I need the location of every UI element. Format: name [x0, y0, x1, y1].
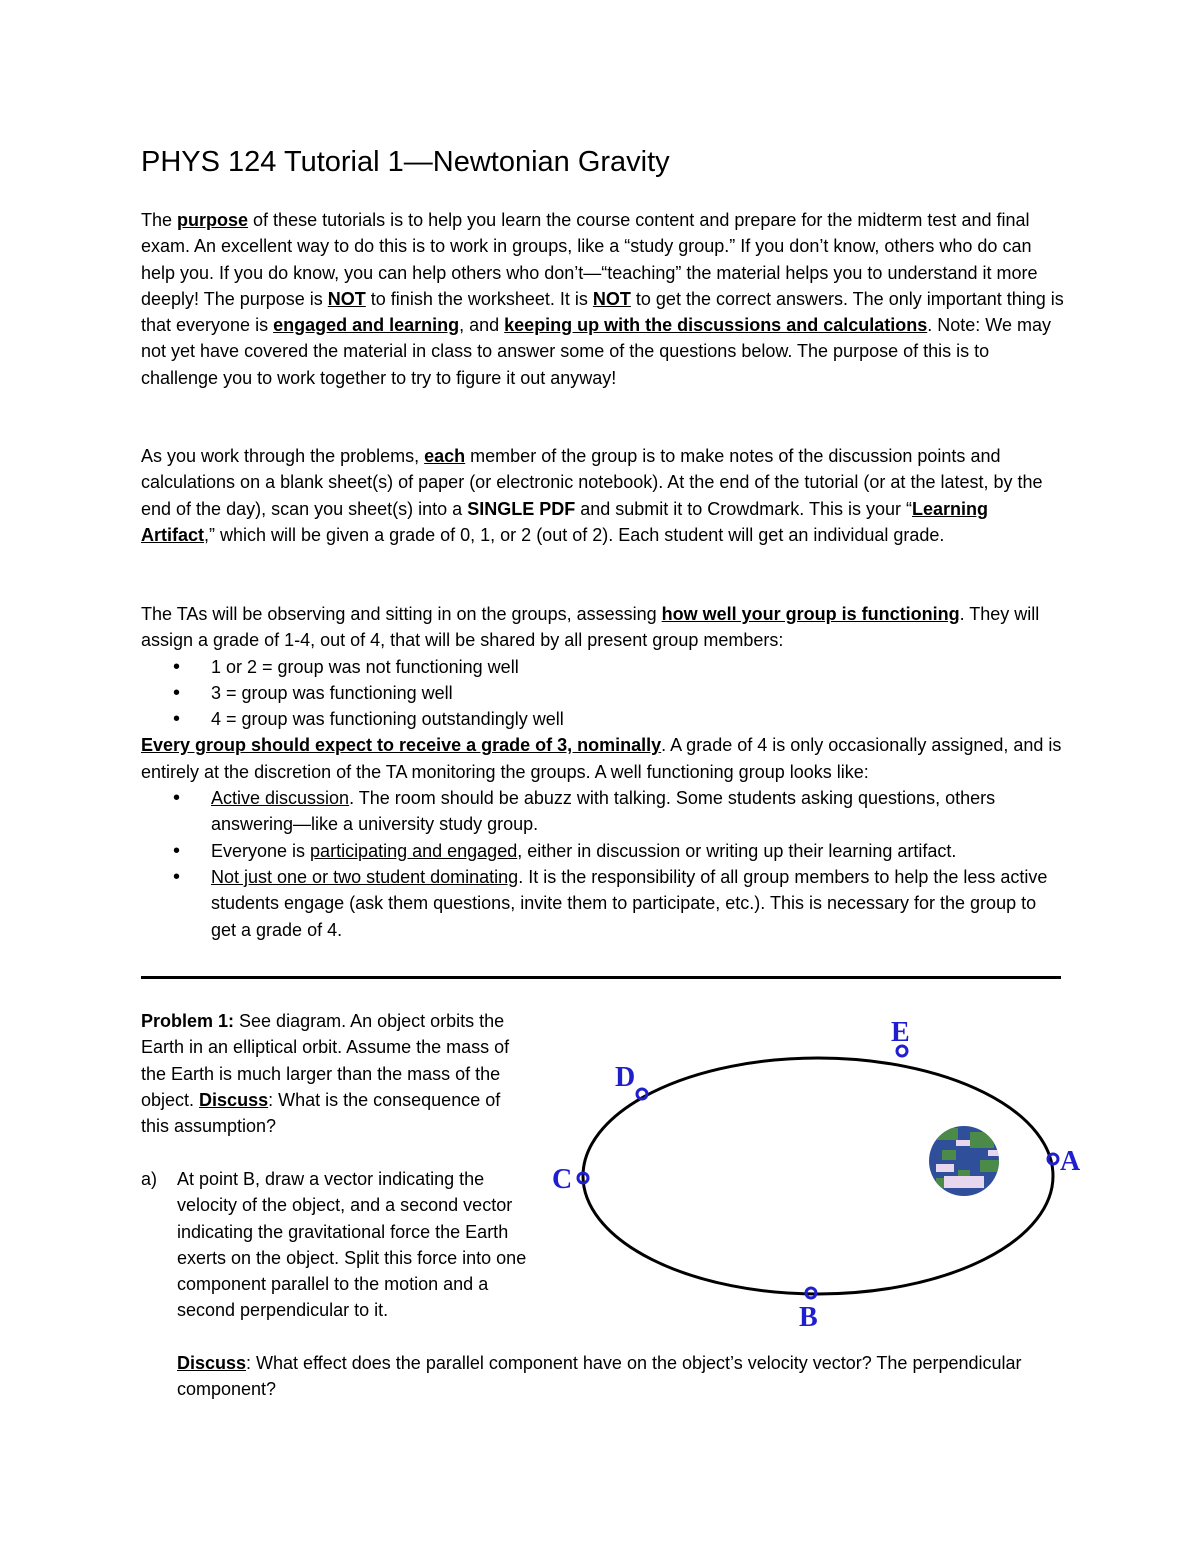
page-title: PHYS 124 Tutorial 1—Newtonian Gravity [141, 146, 670, 178]
list-item: • 1 or 2 = group was not functioning well [141, 654, 1066, 680]
list-item [141, 838, 1066, 864]
discussion-text: : What effect does the parallel component have on the object’s velocity vector? The perpendicular component? [177, 1353, 1022, 1400]
discuss-emphasis: Discuss [199, 1089, 269, 1110]
problem-text: : What is the consequence of this assumption? [141, 1089, 501, 1137]
label-b: B [799, 1302, 818, 1333]
list-item [141, 864, 1066, 943]
not-emphasis: NOT [327, 288, 366, 309]
engaged-emphasis: engaged and learning [273, 315, 460, 336]
artifact-text: member of the group is to make notes of the discussion points and calculations on a blank sheet(s) of paper (or electronic notebook). At the end of the tutorial (or at the latest, by the end of the day), scan you sheet(s) into a [141, 446, 1043, 519]
list-item-text: Everyone is [211, 840, 311, 861]
list-item [141, 785, 1066, 838]
orbit-diagram [540, 1010, 1100, 1340]
section-divider [141, 976, 1061, 979]
problem-1-text [141, 1008, 521, 1139]
purpose-emphasis: purpose [177, 210, 249, 230]
label-d: D [615, 1062, 636, 1093]
intro-paragraph [141, 207, 1066, 391]
grading-text: . A grade of 4 is only occasionally assigned, and is entirely at the discretion of the TA monitoring the groups. A well functioning group looks like: [141, 735, 1062, 782]
point-d-marker [637, 1089, 647, 1099]
discuss-emphasis: Discuss [177, 1353, 247, 1373]
grading-text: . They will assign a grade of 1-4, out of 4, that will be shared by all present group members: [141, 604, 1040, 651]
list-item-text: , either in discussion or writing up their learning artifact. [517, 840, 957, 861]
part-a [141, 1166, 531, 1324]
grade-list [141, 654, 1066, 733]
list-item-text: . The room should be abuzz with talking. Some students asking questions, others answering—like a university study group. [211, 788, 996, 835]
label-c: C [552, 1164, 573, 1195]
part-a-discussion [177, 1350, 1057, 1403]
earth-icon [929, 1126, 1000, 1196]
list-item: • 4 = group was functioning outstandingly well [141, 706, 1066, 732]
problem-text: See diagram. An object orbits the Earth in an elliptical orbit. Assume the mass of the Earth is much larger than the mass of the object. [141, 1011, 510, 1110]
not-dominating-emphasis: Not just one or two student dominating [211, 866, 519, 887]
artifact-text: ,” which will be given a grade of 0, 1, or 2 (out of 2). Each student will get an individual grade. [204, 524, 945, 545]
label-a: A [1060, 1146, 1081, 1177]
how-well-emphasis: how well your group is functioning [661, 604, 960, 624]
learning-artifact-emphasis: Learning Artifact [141, 498, 989, 545]
each-emphasis: each [424, 446, 466, 466]
point-a-marker [1048, 1154, 1058, 1164]
list-item-text: . It is the responsibility of all group members to help the less active students engage (ask them questions, invite them to participate, etc.). This is necessary for the group to get a grade of 4. [211, 866, 1048, 940]
participating-emphasis: participating and engaged [310, 840, 518, 861]
not-emphasis: NOT [592, 288, 631, 309]
keeping-up-emphasis: keeping up with the discussions and calculations [504, 315, 928, 336]
part-a-text: At point B, draw a vector indicating the velocity of the object, and a second vector indicating the gravitational force the Earth exerts on the object. Split this force into one component parallel to the motion and a second perpendicular to it. [177, 1169, 527, 1321]
intro-text: to finish the worksheet. It is [365, 288, 593, 309]
artifact-text: As you work through the problems, [141, 446, 425, 466]
grading-section [141, 601, 1066, 943]
active-discussion-emphasis: Active discussion [211, 788, 350, 809]
artifact-text: and submit it to Crowdmark. This is your “ [575, 498, 912, 519]
intro-text: , and [459, 315, 505, 336]
expect-emphasis: Every group should expect to receive a grade of 3, nominally [141, 735, 662, 756]
part-a-label: a) [141, 1169, 158, 1189]
intro-text: . Note: We may not yet have covered the material in class to answer some of the questions below. The purpose of this is to challenge you to work together to try to figure it out anyway! [141, 315, 1051, 388]
problem-label: Problem 1: [141, 1011, 235, 1031]
label-e: E [891, 1017, 910, 1048]
artifact-paragraph [141, 443, 1066, 548]
intro-text: to get the correct answers. The only important thing is that everyone is [141, 288, 1064, 336]
intro-text: of these tutorials is to help you learn the course content and prepare for the midterm test and final exam. An excellent way to do this is to work in groups, like a “study group.” If you don’t know, others who do can help you. If you do know, you can help others who don’t—“teaching” the material helps you to understand it more deeply! The purpose is [141, 210, 1038, 309]
grading-text: The TAs will be observing and sitting in on the groups, assessing [141, 604, 662, 624]
expectation-text [141, 732, 1066, 785]
list-item: • 3 = group was functioning well [141, 680, 1066, 706]
functioning-list [141, 785, 1066, 943]
intro-text: The [141, 210, 178, 230]
grading-intro [141, 601, 1066, 654]
single-pdf-emphasis: SINGLE PDF [467, 498, 576, 519]
